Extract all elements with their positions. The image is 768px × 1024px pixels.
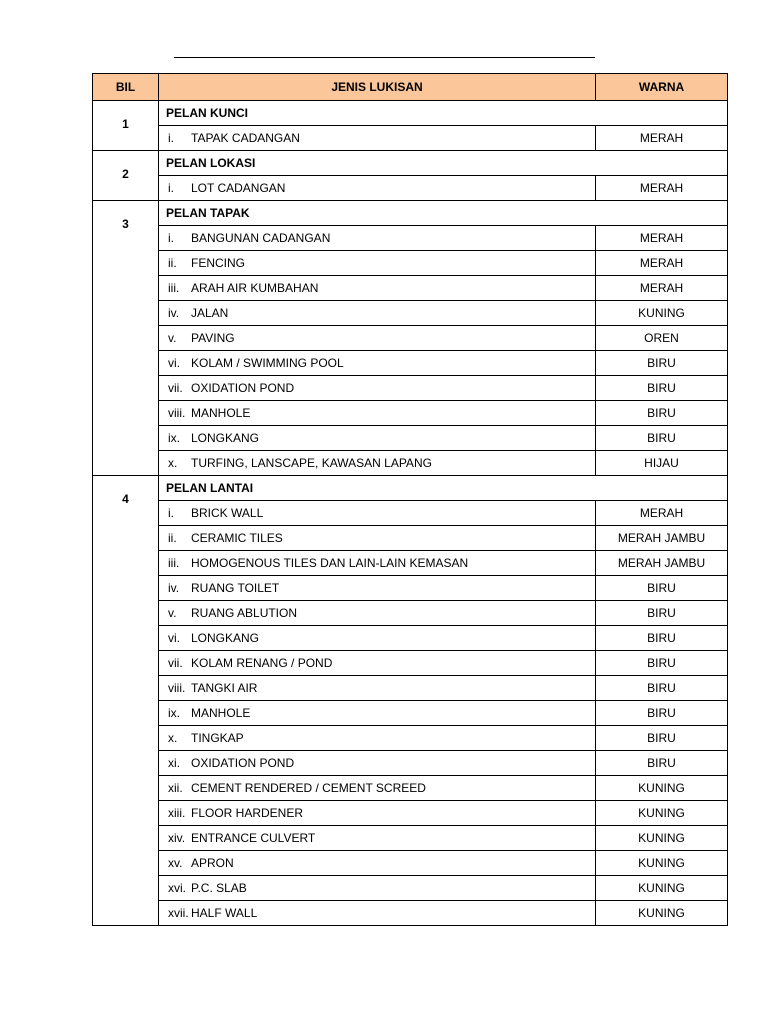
item-label: ARAH AIR KUMBAHAN [191, 281, 319, 295]
item-numeral: v. [168, 606, 177, 620]
item-label: LONGKANG [191, 631, 260, 645]
section-number: 4 [93, 476, 159, 926]
table-row [93, 776, 728, 801]
item-numeral: xiv. [168, 831, 186, 845]
section-row [93, 201, 728, 226]
drawing-type-cell [159, 876, 596, 901]
table-row [93, 901, 728, 926]
drawing-type-cell [159, 676, 596, 701]
color-cell: HIJAU [596, 451, 728, 476]
section-title: PELAN KUNCI [159, 101, 728, 126]
item-label: RUANG ABLUTION [191, 606, 298, 620]
drawing-type-cell [159, 501, 596, 526]
color-cell: MERAH JAMBU [596, 526, 728, 551]
item-label: APRON [191, 856, 234, 870]
item-numeral: x. [168, 731, 178, 745]
item-label: OXIDATION POND [191, 756, 295, 770]
drawing-type-cell [159, 401, 596, 426]
header-jenis-lukisan: JENIS LUKISAN [159, 74, 596, 101]
item-numeral: i. [168, 131, 174, 145]
table-row [93, 351, 728, 376]
section-number: 3 [93, 201, 159, 476]
item-numeral: xiii. [168, 806, 186, 820]
table-row [93, 576, 728, 601]
header-bil: BIL [93, 74, 159, 101]
item-label: MANHOLE [191, 706, 251, 720]
item-numeral: iii. [168, 556, 180, 570]
table-row [93, 801, 728, 826]
drawing-type-cell [159, 801, 596, 826]
item-numeral: ii. [168, 256, 177, 270]
table-row [93, 176, 728, 201]
drawing-type-cell [159, 251, 596, 276]
item-numeral: iv. [168, 581, 180, 595]
table-row [93, 751, 728, 776]
section-title: PELAN LANTAI [159, 476, 728, 501]
table-row [93, 876, 728, 901]
section-row [93, 476, 728, 501]
item-label: CERAMIC TILES [191, 531, 283, 545]
color-cell: KUNING [596, 876, 728, 901]
drawing-type-cell [159, 276, 596, 301]
drawing-type-cell [159, 326, 596, 351]
item-numeral: i. [168, 231, 174, 245]
item-numeral: xvii. [168, 906, 189, 920]
item-label: TAPAK CADANGAN [191, 131, 300, 145]
table-row [93, 451, 728, 476]
item-numeral: ix. [168, 706, 180, 720]
drawing-type-cell [159, 126, 596, 151]
item-numeral: v. [168, 331, 177, 345]
drawing-type-cell [159, 451, 596, 476]
drawing-type-cell [159, 626, 596, 651]
color-cell: KUNING [596, 801, 728, 826]
table-row [93, 301, 728, 326]
color-cell: BIRU [596, 751, 728, 776]
item-label: KOLAM / SWIMMING POOL [191, 356, 344, 370]
item-label: P.C. SLAB [191, 881, 247, 895]
drawing-type-cell [159, 376, 596, 401]
section-number: 2 [93, 151, 159, 201]
color-cell: OREN [596, 326, 728, 351]
drawing-type-cell [159, 176, 596, 201]
table-row [93, 651, 728, 676]
color-cell: BIRU [596, 426, 728, 451]
title-underline [174, 57, 595, 58]
drawing-color-table [92, 73, 728, 926]
drawing-type-cell [159, 651, 596, 676]
color-cell: BIRU [596, 576, 728, 601]
table-row [93, 276, 728, 301]
drawing-type-cell [159, 751, 596, 776]
drawing-type-cell [159, 726, 596, 751]
color-cell: BIRU [596, 676, 728, 701]
color-cell: BIRU [596, 376, 728, 401]
table-row [93, 826, 728, 851]
item-label: FLOOR HARDENER [191, 806, 304, 820]
item-numeral: x. [168, 456, 178, 470]
item-label: RUANG TOILET [191, 581, 280, 595]
item-label: FENCING [191, 256, 245, 270]
item-numeral: xvi. [168, 881, 186, 895]
color-cell: MERAH [596, 226, 728, 251]
item-numeral: i. [168, 506, 174, 520]
table-row [93, 626, 728, 651]
item-label: OXIDATION POND [191, 381, 295, 395]
table-row [93, 501, 728, 526]
item-label: TANGKI AIR [191, 681, 258, 695]
item-numeral: xv. [168, 856, 183, 870]
item-numeral: xi. [168, 756, 180, 770]
drawing-type-cell [159, 601, 596, 626]
drawing-type-cell [159, 226, 596, 251]
item-label: TINGKAP [191, 731, 244, 745]
item-numeral: viii. [168, 406, 186, 420]
table-row [93, 251, 728, 276]
color-cell: KUNING [596, 301, 728, 326]
table-row [93, 426, 728, 451]
item-numeral: vii. [168, 656, 183, 670]
color-cell: BIRU [596, 651, 728, 676]
table-row [93, 701, 728, 726]
item-label: ENTRANCE CULVERT [191, 831, 316, 845]
color-cell: MERAH [596, 276, 728, 301]
item-label: BRICK WALL [191, 506, 264, 520]
drawing-type-cell [159, 301, 596, 326]
item-numeral: ii. [168, 531, 177, 545]
table-row [93, 376, 728, 401]
item-label: HOMOGENOUS TILES DAN LAIN-LAIN KEMASAN [191, 556, 469, 570]
item-label: TURFING, LANSCAPE, KAWASAN LAPANG [191, 456, 432, 470]
item-numeral: vii. [168, 381, 183, 395]
table-row [93, 676, 728, 701]
table-row [93, 551, 728, 576]
section-row [93, 151, 728, 176]
table-body [93, 101, 728, 926]
item-label: LOT CADANGAN [191, 181, 286, 195]
item-numeral: vi. [168, 631, 180, 645]
drawing-type-cell [159, 526, 596, 551]
color-cell: BIRU [596, 701, 728, 726]
section-row [93, 101, 728, 126]
drawing-type-cell [159, 701, 596, 726]
color-cell: BIRU [596, 351, 728, 376]
section-title: PELAN TAPAK [159, 201, 728, 226]
color-cell: BIRU [596, 726, 728, 751]
color-cell: MERAH [596, 251, 728, 276]
item-numeral: vi. [168, 356, 180, 370]
color-cell: KUNING [596, 776, 728, 801]
table-row [93, 851, 728, 876]
item-label: LONGKANG [191, 431, 260, 445]
drawing-type-cell [159, 826, 596, 851]
item-numeral: iv. [168, 306, 180, 320]
drawing-type-cell [159, 576, 596, 601]
item-label: CEMENT RENDERED / CEMENT SCREED [191, 781, 426, 795]
table-row [93, 526, 728, 551]
table-row [93, 326, 728, 351]
color-cell: BIRU [596, 401, 728, 426]
color-cell: KUNING [596, 826, 728, 851]
color-cell: KUNING [596, 851, 728, 876]
color-cell: MERAH [596, 501, 728, 526]
item-label: JALAN [191, 306, 229, 320]
item-numeral: xii. [168, 781, 183, 795]
item-numeral: viii. [168, 681, 186, 695]
item-numeral: i. [168, 181, 174, 195]
drawing-type-cell [159, 776, 596, 801]
table-row [93, 726, 728, 751]
item-numeral: iii. [168, 281, 180, 295]
color-cell: BIRU [596, 626, 728, 651]
table-header-row [93, 74, 728, 101]
table-row [93, 601, 728, 626]
table-row [93, 226, 728, 251]
drawing-type-cell [159, 851, 596, 876]
item-label: BANGUNAN CADANGAN [191, 231, 331, 245]
drawing-type-cell [159, 551, 596, 576]
table-row [93, 401, 728, 426]
table-row [93, 126, 728, 151]
item-label: MANHOLE [191, 406, 251, 420]
item-numeral: ix. [168, 431, 180, 445]
color-cell: BIRU [596, 601, 728, 626]
color-cell: KUNING [596, 901, 728, 926]
item-label: HALF WALL [191, 906, 258, 920]
section-number: 1 [93, 101, 159, 151]
color-cell: MERAH [596, 176, 728, 201]
color-cell: MERAH JAMBU [596, 551, 728, 576]
color-cell: MERAH [596, 126, 728, 151]
header-warna: WARNA [596, 74, 728, 101]
drawing-type-cell [159, 351, 596, 376]
item-label: KOLAM RENANG / POND [191, 656, 333, 670]
drawing-type-cell [159, 426, 596, 451]
drawing-type-cell [159, 901, 596, 926]
section-title: PELAN LOKASI [159, 151, 728, 176]
item-label: PAVING [191, 331, 235, 345]
